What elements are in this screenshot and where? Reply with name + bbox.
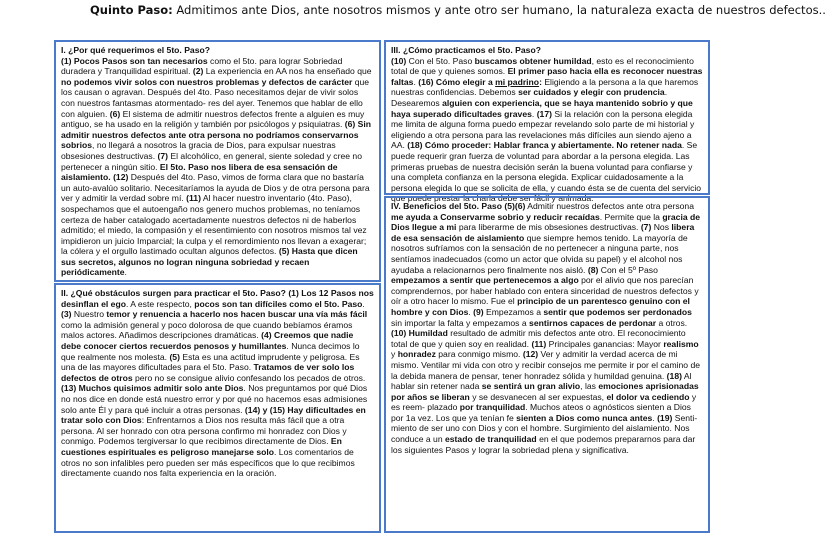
text-segment: (11) <box>186 193 201 204</box>
text-segment: a otros. <box>656 317 688 328</box>
text-segment: Eligiendo a la persona a la que haremos nuestras confidencias. Debemos <box>391 76 699 98</box>
text-segment: (7) <box>640 222 652 233</box>
text-segment: (18) <box>666 370 682 381</box>
text-segment: ser cuidados y elegir con prudencia <box>518 87 665 98</box>
text-segment: no podemos vivir solos con nuestros problemas y defectos de carácter <box>61 76 353 87</box>
text-segment: (12) <box>522 349 539 360</box>
text-segment: se sentirá un gran alivio <box>481 381 581 392</box>
text-segment: . <box>652 412 658 423</box>
text-segment: El sistema de admitir nuestros defectos frente a alguien es muy antiguo, se ha usado en la religión y también por psicólogos y psiquiatras. <box>61 108 365 130</box>
text-segment: y es reem- plazado <box>391 391 697 413</box>
text-segment: por el alivio que nos parecían comprendernos, por haber hablado con entera sinceridad de nuestros defectos y oír a otro hacer lo mismo. Fue el <box>391 275 699 307</box>
text-segment: que los causan o agravan. Después del 4to. Paso necesitamos dejar de vivir solos con nuestros fantasmas atormentado- res del ayer. Tenemos que hablar de ello con alguien. <box>61 76 370 119</box>
text-segment: temor y renuencia a hacerlo nos hacen buscar una vía más fácil <box>106 309 368 320</box>
text-segment: , esto es el reconocimiento total de que y quienes somos. <box>391 55 694 77</box>
page-title <box>90 3 826 17</box>
text-segment: El 5to. Paso nos libera de esa sensación de aislamiento. <box>61 161 338 183</box>
text-segment: Senti-miento de ser uno con Dios y con el hombre. Surgimiento del aislamiento. Nos conduce a un <box>391 412 698 445</box>
text-segment: en el que podemos prepararnos para dar los siguientes Pasos y lograr la sobriedad plena y significativa. <box>391 434 696 455</box>
text-segment: El primer paso hacia ella es reconocer nuestras faltas <box>391 66 703 87</box>
text-segment: : Enfrentarnos a Dios nos resulta más fácil que a otra persona. Al ser honrado con otra persona confirmo mi honradez con Dios y conmigo. Podemos tergiversar lo que recibimos directamente de Dios. <box>61 415 347 447</box>
text-segment: . Desearemos <box>391 87 668 108</box>
text-segment: Esta es una actitud imprudente y peligrosa. Es una de las mayores dificultades para el 5to. Paso. <box>61 351 360 373</box>
text-segment: : <box>539 76 542 87</box>
text-segment: . <box>124 267 127 278</box>
text-segment: , las <box>580 381 599 392</box>
title-step: Quinto Paso: <box>90 3 173 17</box>
text-segment: . <box>531 108 537 119</box>
text-segment: (8) <box>587 264 599 275</box>
text-segment: El alcohólico, en general, siente soledad y cree no pertenecer a ningún sitio. <box>61 150 362 172</box>
text-segment: (1) Pocos Pasos son tan necesarios <box>61 55 208 66</box>
text-segment: buscamos obtener humildad <box>474 55 592 66</box>
text-segment: (17) <box>536 108 552 119</box>
text-segment: (4) Creemos que nadie debe conocer ciertos recuerdos penosos y humillantes <box>61 330 354 351</box>
section-heading: III. ¿Cómo practicamos el 5to. Paso? <box>391 45 541 55</box>
text-segment: como la admisión general y poco dolorosa de que cuando bebíamos éramos malos actores. Añadimos descripciones dramáticas. <box>61 319 353 341</box>
section-heading: IV. Beneficios del 5to. Paso (5)(6) <box>391 201 526 211</box>
text-segment: sentir que podemos ser perdonados <box>543 306 692 317</box>
text-segment: Con el 5º Paso <box>598 264 658 275</box>
text-segment: por tranquilidad <box>459 402 526 413</box>
text-segment: (14) y (15) Hay dificultades en tratar solo con Dios <box>61 404 366 426</box>
text-segment: para liberarme de mis obsesiones destructivas. <box>456 222 641 233</box>
section-body <box>61 288 374 479</box>
text-segment: Después del 4to. Paso, vimos de forma clara que no bastaría un auto-avalúo solitario. Necesitaríamos la ayuda de Dios y de otra persona para ver y admitir la verdad sobre mí. <box>61 172 370 204</box>
text-segment: pero no se consigue alivio confesando los pecados de otros. <box>132 372 366 383</box>
text-segment: (6) Sin admitir nuestros defectos ante otra persona no podríamos conservarnos sobrios <box>61 119 372 151</box>
text-segment: empezamos a sentir que pertenecemos a algo <box>391 275 579 286</box>
text-segment: (11) <box>531 338 547 349</box>
text-segment: Admitir nuestros defectos ante otra persona <box>525 201 694 211</box>
section-body <box>391 45 703 204</box>
text-segment: mi padrino <box>495 76 540 87</box>
text-segment: que siempre hemos tenido. La mayoría de nosotros sufríamos con la sensación de no pertenecer a ninguna parte, nos sentíamos inadecuados (como un actor que olvida su papel) y el alcohol nos ayudaba a relacionarnos pero finalmente nos aisló. <box>391 232 688 275</box>
text-segment: . <box>362 298 365 309</box>
text-segment: . Nos preguntamos por qué Dios no nos dice en donde está nuestro error y por qué no hacemos esas admisiones solo ante Él y para qué incluir a otras personas. <box>61 383 368 415</box>
text-segment: Al hacer nuestro inventario (4to. Paso), sospechamos que el autoengaño nos genero muchos problemas, no teníamos certeza de haber catalogado acertadamente nuestros defectos ni de haberlos admitido; el miedo, la compasión y el resentimiento con nosotros mismos tal vez impidieron un juicio Imparcial; la culpa y el remordimiento nos llevan a exagerar; la cólera y el orgullo lastimado ocultan algunos defectos. <box>61 193 367 257</box>
section-heading: I. ¿Por qué requerimos el 5to. Paso? <box>61 45 210 55</box>
text-segment: La experiencia en AA nos ha enseñado que <box>203 66 372 77</box>
text-segment: sienten a Dios como nunca antes <box>516 412 653 423</box>
text-segment: . Se puede requerir gran fuerza de voluntad para abordar a la persona elegida. Las primeras pruebas de nuestra decisión serán la buena voluntad para confiarse y una completa confianza en la persona elegida. Explicar cuidadosamente a la persona elegida lo que se solicita de ella, y cuando ésta se de cuenta del servicio que puede prestar la charla debe ser fácil y animada. <box>391 140 702 204</box>
text-segment: realismo <box>663 338 699 349</box>
text-segment: Ver y admitir la verdad acerca de mi mismo. Ventilar mi vida con otro y recibir consejos me permite ir por el camino de la debida manera de pensar, tener honradez sólida y humildad genuina. <box>391 349 701 381</box>
text-segment: (9) <box>473 306 484 317</box>
title-text: Admitimos ante Dios, ante nosotros mismos y ante otro ser humano, la naturaleza exacta de nuestros defectos.. <box>172 3 826 17</box>
text-segment: pocos son tan difíciles como el 5to. Paso <box>194 298 363 309</box>
text-segment: . Nunca decimos lo que realmente nos molesta. <box>61 340 360 362</box>
text-segment: estado de tranquilidad <box>445 434 537 445</box>
text-segment: resultado de admitir mis defectos ante otro. El reconocimiento total de que y quien soy en realidad. <box>391 328 686 349</box>
text-segment: . <box>468 306 474 317</box>
text-segment: el dolor va cediendo <box>606 391 690 402</box>
section-body <box>61 45 374 278</box>
text-segment: (6) <box>109 108 121 119</box>
text-segment: Principales ganancias: Mayor <box>546 338 664 349</box>
section-obstacles <box>54 283 381 533</box>
text-segment: gracia de Dios llegue a mi <box>391 211 701 233</box>
text-segment: (2) <box>192 66 204 77</box>
text-segment: (1) Los 12 Pasos nos desinflan el ego <box>61 288 374 309</box>
section-benefits <box>384 196 710 533</box>
text-segment: Empezamos a <box>483 306 544 317</box>
text-segment: (3) <box>61 309 72 320</box>
text-segment: Nos <box>651 222 672 233</box>
text-segment: . Muchos ateos o agnósticos sienten a Dios por 1a vez. Los que ya tenían fe <box>391 402 691 423</box>
text-segment: (19) <box>657 412 673 423</box>
text-segment: (16) Cómo elegir a <box>418 76 496 87</box>
text-segment: Nuestro <box>71 309 107 320</box>
text-segment: (18) Cómo proceder: Hablar franca y abiertamente. No retener nada <box>407 140 682 151</box>
text-segment: para conmigo mismo. <box>435 349 523 360</box>
text-segment: (12) <box>113 172 129 183</box>
text-segment: En cuestiones espirituales es peligroso manejarse solo <box>61 436 342 457</box>
section-heading: II. ¿Qué obstáculos surgen para practicar el 5to. Paso? <box>61 288 286 298</box>
text-segment: Con el 5to. Paso <box>406 55 475 66</box>
text-segment: . A este respecto, <box>125 298 195 309</box>
text-segment: . Permite que la <box>599 211 663 222</box>
text-segment: , no llegará a nosotros la gracia de Dios, para expulsar nuestras obsesiones destructivas. <box>61 140 336 161</box>
text-segment: (13) Muchos quisimos admitir solo ante Dios <box>61 383 244 394</box>
text-segment: (7) <box>157 150 169 161</box>
text-segment: me ayuda a Conservarme sobrio y reducir recaídas <box>391 211 600 222</box>
text-segment: principio de un parentesco genuino con el hombre y con Dios <box>391 296 690 317</box>
text-segment: honradez <box>397 349 436 360</box>
section-how <box>384 40 710 204</box>
text-segment: Si la relación con la persona elegida me limita de alguna forma puedo empezar revelando solo parte de mi historial y eligiendo a otra persona para las revelaciones más difíciles aun siendo ajeno a AA. <box>391 108 695 151</box>
text-segment: (10) <box>391 55 407 66</box>
section-body <box>391 201 703 455</box>
text-segment: libera de esa sensación de aislamiento <box>391 222 695 243</box>
text-segment: sin importar la falta y empezamos a <box>391 317 530 328</box>
text-segment: y se desvanecen al ser expuestas, <box>469 391 607 402</box>
text-segment: . Los comentarios de otros no son infalibles pero pueden ser más específicos que lo que recibimos directamente cuando nos falta experiencia en la oración. <box>61 446 355 479</box>
text-segment: (5) <box>169 351 180 362</box>
text-segment: (10) Humildad <box>391 328 448 339</box>
text-segment: . <box>413 76 419 87</box>
text-segment: emociones aprisionadas por años se liberan <box>391 381 699 402</box>
text-segment: como el 5to. para lograr Sobriedad duradera y Tranquilidad espiritual. <box>61 55 343 77</box>
text-segment: alguien con experiencia, que se haya mantenido sobrio y que haya superado dificultades graves <box>391 97 693 119</box>
text-segment: Al hablar sin retener nada <box>391 370 692 392</box>
text-segment: y <box>391 349 398 360</box>
text-segment: (5) Hasta que dicen sus secretos, algunos no logran ninguna sobriedad y recaen periódicamente <box>61 246 358 278</box>
text-segment: sentirnos capaces de perdonar <box>529 317 657 328</box>
section-why <box>54 40 381 282</box>
text-segment: Tratamos de ver solo los defectos de otros <box>61 362 355 383</box>
